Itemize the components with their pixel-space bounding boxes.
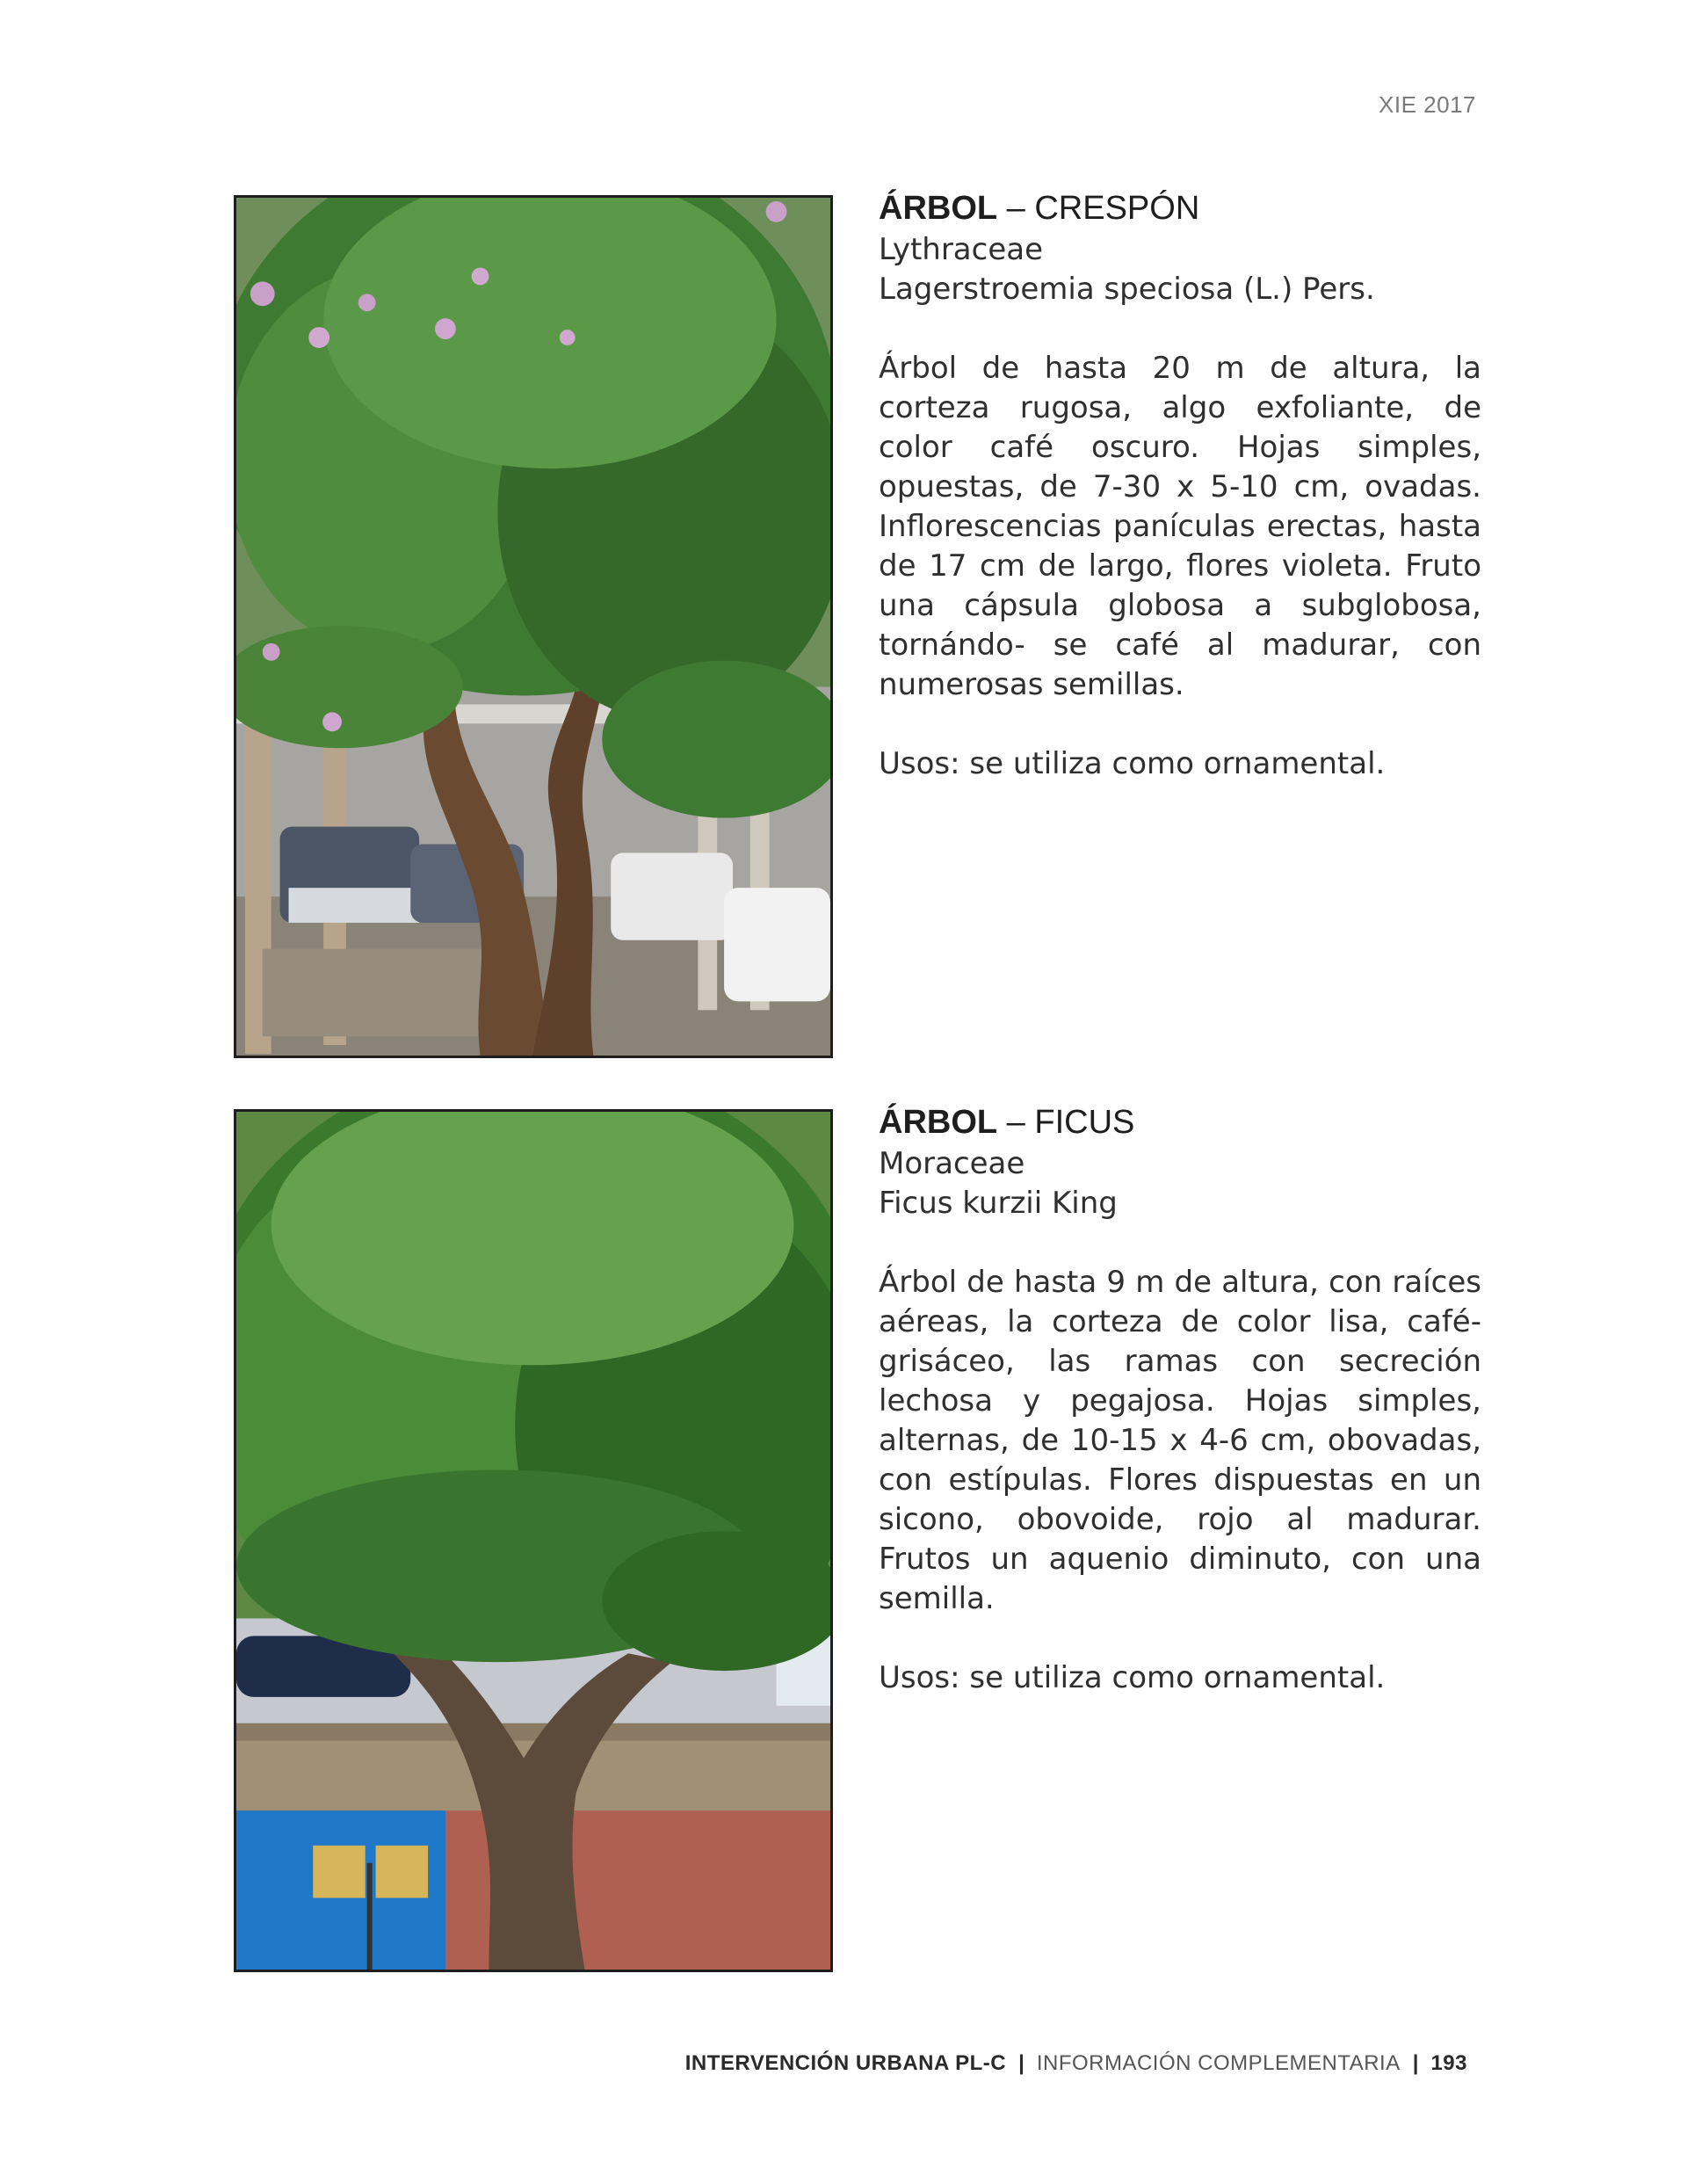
running-header: XIE 2017 (1379, 91, 1476, 118)
entry-uses: Usos: se utiliza como ornamental. (879, 1660, 1386, 1695)
entry-title-bold: ÁRBOL (879, 190, 998, 227)
page-number: 193 (1430, 2051, 1467, 2075)
page-footer (685, 2051, 1467, 2076)
entry-uses: Usos: se utiliza como ornamental. (879, 746, 1386, 781)
footer-separator: | (1412, 2051, 1419, 2075)
entry-family: Moraceae (879, 1146, 1025, 1181)
entry-title-name: – CRESPÓN (997, 190, 1200, 227)
entry-family: Lythraceae (879, 232, 1043, 267)
species-entry-ficus (879, 1100, 1481, 1698)
footer-publication: INTERVENCIÓN URBANA PL-C (684, 2051, 1007, 2075)
entry-species: Lagerstroemia speciosa (L.) Pers. (879, 272, 1375, 307)
entry-description: Árbol de hasta 20 m de altura, la corteza rugosa, algo exfoliante, de color café oscuro. Hojas simples, opuestas, de 7-30 x 5-10 cm, ovadas. Inflorescencias panículas erectas, hasta de 17 cm de largo, flores violeta. Fruto una cápsula globosa a subglobosa, tornándo- se café al madurar, con numerosas semillas. (879, 351, 1481, 702)
entry-title-name: – FICUS (997, 1104, 1135, 1141)
footer-separator: | (1018, 2051, 1025, 2075)
footer-section: INFORMACIÓN COMPLEMENTARIA (1036, 2051, 1401, 2075)
entry-title-bold: ÁRBOL (879, 1104, 998, 1141)
entry-title (879, 186, 1481, 230)
entry-species: Ficus kurzii King (879, 1186, 1118, 1221)
photo-ficus-tree (234, 1109, 833, 1972)
entry-title (879, 1100, 1481, 1144)
species-entry-crespon (879, 186, 1481, 784)
entry-description: Árbol de hasta 9 m de altura, con raíces aéreas, la corteza de color lisa, café-grisáceo, las ramas con secreción lechosa y pegajosa. Hojas simples, alternas, de 10-15 x 4-6 cm, obovadas, con estípulas. Flores dispuestas en un sicono, obovoide, rojo al madurar. Frutos un aquenio diminuto, con una semilla. (879, 1265, 1481, 1616)
photo-crespon-tree (234, 195, 833, 1058)
